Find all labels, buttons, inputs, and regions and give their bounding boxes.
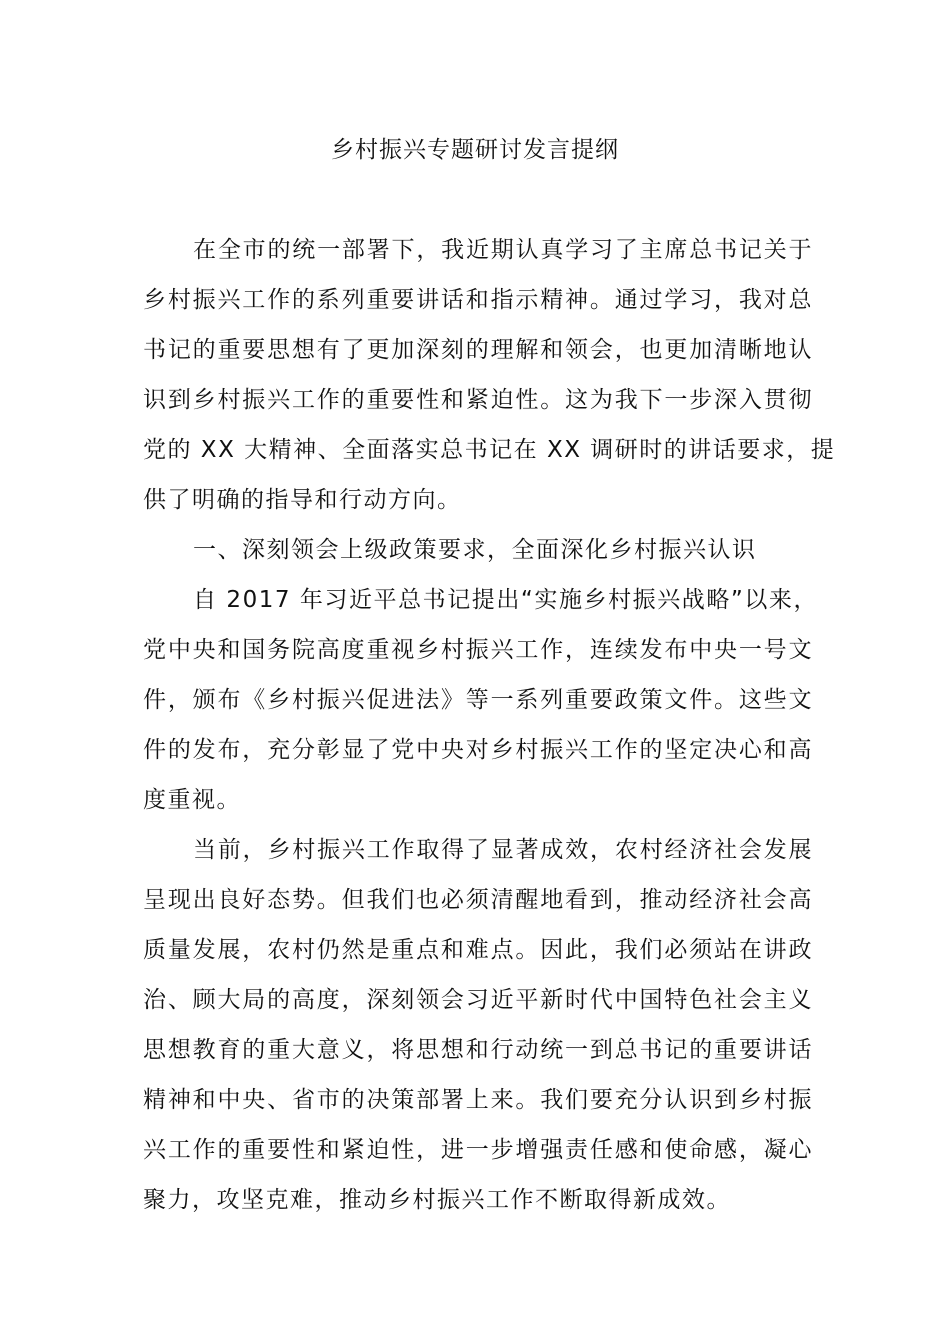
section-heading: 一、深刻领会上级政策要求，全面深化乡村振兴认识 <box>193 537 757 563</box>
paragraph-line: 自 2017 年习近平总书记提出“实施乡村振兴战略”以来， <box>193 587 818 613</box>
paragraph-line: 乡村振兴工作的系列重要讲话和指示精神。通过学习，我对总 <box>143 287 813 313</box>
document-title: 乡村振兴专题研讨发言提纲 <box>331 137 619 163</box>
paragraph-line: 党的 XX 大精神、全面落实总书记在 XX 调研时的讲话要求，提 <box>143 437 836 463</box>
paragraph-line: 件，颁布《乡村振兴促进法》等一系列重要政策文件。这些文 <box>143 687 813 713</box>
paragraph-line: 度重视。 <box>143 787 241 813</box>
paragraph-line: 治、顾大局的高度，深刻领会习近平新时代中国特色社会主义 <box>143 987 813 1013</box>
paragraph-line: 当前，乡村振兴工作取得了显著成效，农村经济社会发展 <box>193 837 813 863</box>
paragraph-line: 聚力，攻坚克难，推动乡村振兴工作不断取得新成效。 <box>143 1187 731 1213</box>
paragraph-line: 兴工作的重要性和紧迫性，进一步增强责任感和使命感，凝心 <box>143 1137 813 1163</box>
paragraph-line: 呈现出良好态势。但我们也必须清醒地看到，推动经济社会高 <box>143 887 813 913</box>
paragraph-line: 精神和中央、省市的决策部署上来。我们要充分认识到乡村振 <box>143 1087 813 1113</box>
paragraph-line: 党中央和国务院高度重视乡村振兴工作，连续发布中央一号文 <box>143 637 813 663</box>
paragraph-line: 思想教育的重大意义，将思想和行动统一到总书记的重要讲话 <box>143 1037 813 1063</box>
paragraph-line: 识到乡村振兴工作的重要性和紧迫性。这为我下一步深入贯彻 <box>143 387 813 413</box>
paragraph-line: 书记的重要思想有了更加深刻的理解和领会，也更加清晰地认 <box>143 337 813 363</box>
paragraph-line: 质量发展，农村仍然是重点和难点。因此，我们必须站在讲政 <box>143 937 813 963</box>
paragraph-line: 件的发布，充分彰显了党中央对乡村振兴工作的坚定决心和高 <box>143 737 813 763</box>
paragraph-line: 在全市的统一部署下，我近期认真学习了主席总书记关于 <box>193 237 813 263</box>
paragraph-line: 供了明确的指导和行动方向。 <box>143 487 462 513</box>
